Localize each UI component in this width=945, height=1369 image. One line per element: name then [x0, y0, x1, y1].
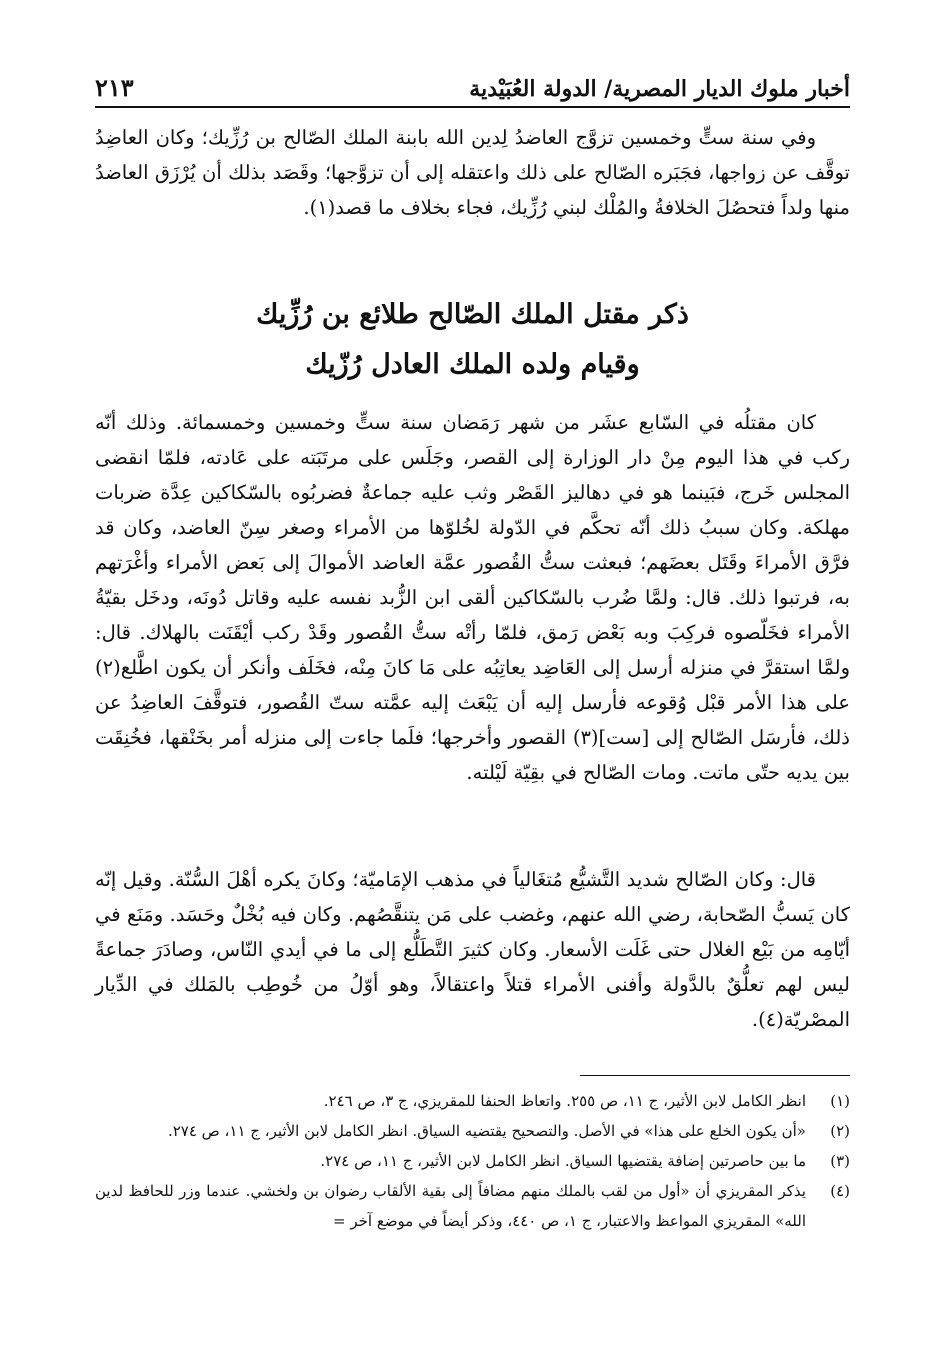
- footnote-number: (٤): [830, 1182, 850, 1200]
- footnote-number: (٢): [830, 1122, 850, 1140]
- footnote-rule: [580, 1075, 850, 1076]
- paragraph-1: كان مقتلُه في السّابع عشَر من شهر رَمَضان سنة ستٍّ وخمسين وخمسمائة. وذلك أنّه ركب في هذا اليوم مِنْ دار الوزارة إلى القصر، وجَلَس على مرتَبَته على عَادته، فلمّا انقضى المجلس خَرج، فبَينما هو في دهاليز القَصْر وثب عليه جماعةٌ فضربُوه بالسّكاكين عِدَّة ضربات مهلكة. وكان سببُ ذلك أنّه تحكَّم في الدّولة لخُلوّها من الأمراء وصغر سِنّ العاضد، وكان قد فرَّق الأمراءَ وقَتَل بعضَهم؛ فبعثت ستُّ القُصور عمَّة العاضد الأموالَ إلى بَعض الأمراء وأغْرَتهم به، فرتبوا ذلك. قال: ولمَّا ضُرب بالسّكاكين ألقى ابن الزُّبد نفسه عليه وقاتل دُونَه، ودخَل بقيّةُ الأمراء فخَلّصوه فركِبَ وبه بَعْض رَمق، فلمّا رأتْه ستُّ القُصور وقَدْ ركب أيْقَنَت بالهلاك. قال: ولمَّا استقرَّ في منزله أرسل إلى العَاضِد يعاتِبُه على مَا كانَ مِنْه، فخَلَف وأنكر أن يكون اطَّلع(٢) على هذا الأمر قبْل وُقوعه فأرسل إليه أن يَبْعَث إليه عمَّته ستّ القُصور، فتوقَّفَ العاضِدُ عن ذلك، فأرسَل الصّالح إلى [ست](٣) القصور وأخرجها؛ فلَما جاءت إلى منزله أمر بخَنْقها، فخُنِقَت بين يديه حتّى ماتت. ومات الصّالح في بقِيّة لَيْلته.: [95, 411, 850, 784]
- running-title: أخبار ملوك الديار المصرية/ الدولة العُبَيْدية: [469, 76, 850, 102]
- footnote: [95, 1176, 850, 1236]
- footnote-number: (٣): [830, 1152, 850, 1170]
- paragraph-2: قال: وكان الصّالح شديد التَّشيُّع مُتغَالياً في مذهب الإمَاميّة؛ وكانَ يكره أهْلَ السُّنّة. وقيل إنّه كان يَسبُّ الصّحابة، رضي الله عنهم، وغضب على مَن يتنقَّصُهم. وكان فيه بُخْلٌ وحَسَد. ومَنَع في أيّامِه من بَيْع الغلال حتى غَلَت الأسعار. وكان كثيرَ التَّطَلُّع إلى ما في أيدي النّاس، وصادَرَ جماعةً ليس لهم تعلُّقٌ بالدَّولة وأفنى الأمراء قتلاً واعتقالاً، وهو أوّلُ من خُوطِب بالمَلك في الدِّيار المصْريّة(٤).: [95, 868, 850, 1031]
- page-number: ٢١٣: [95, 73, 134, 102]
- intro-paragraph: وفي سنة ستٍّ وخمسين تزوَّج العاضدُ لِدين الله بابنة الملك الصّالح بن رُزِّيك؛ وكان العاضِدُ توقَّف عن زواجها، فجَبَره الصّالح على ذلك واعتقله إلى أن تزوَّجها؛ وقَصَد بذلك أن يُرْزَق العاضدُ منها ولداً فتحصُلَ الخلافةُ والمُلْك لبني رُزِّيك، فجاء بخلاف ما قصد(١).: [95, 126, 850, 219]
- footnote: [95, 1086, 850, 1116]
- footnote: [95, 1116, 850, 1146]
- intro-section: [95, 120, 850, 225]
- main-section-1: [95, 405, 850, 790]
- section-heading: [95, 290, 850, 390]
- footnote-text: ما بين حاصرتين إضافة يقتضيها السياق. انظر الكامل لابن الأثير، ج ١١، ص ٢٧٤.: [320, 1152, 806, 1170]
- footnote: [95, 1146, 850, 1176]
- footnote-text: انظر الكامل لابن الأثير، ج ١١، ص ٢٥٥. واتعاظ الحنفا للمقريزي، ج ٣، ص ٢٤٦.: [323, 1092, 806, 1110]
- header-rule: [95, 106, 850, 108]
- footnote-text: يذكر المقريزي أن «أول من لقب بالملك منهم مضافاً إلى بقية الألقاب رضوان بن ولخشي. عندما وزر للحافظ لدين الله» المقريزي المواعظ والاعتبار، ج ١، ص ٤٤٠، وذكر أيضاً في موضع آخر =: [95, 1182, 806, 1230]
- footnote-number: (١): [830, 1092, 850, 1110]
- heading-line-1: ذكر مقتل الملك الصّالح طلائع بن رُزِّيك: [256, 299, 689, 330]
- footnote-text: «أن يكون الخلع على هذا» في الأصل. والتصحيح يقتضيه السياق. انظر الكامل لابن الأثير، ج ١١، ص ٢٧٤.: [167, 1122, 806, 1140]
- footnotes: [95, 1086, 850, 1236]
- main-section-2: [95, 862, 850, 1037]
- heading-line-2: وقيام ولده الملك العادل رُزّيك: [305, 349, 640, 380]
- page-header: [95, 58, 850, 102]
